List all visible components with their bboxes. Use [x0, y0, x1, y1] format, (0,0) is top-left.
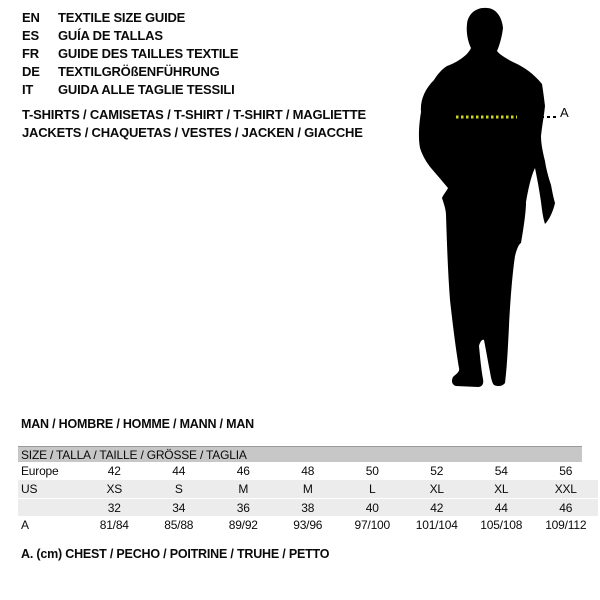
- size-cell: 101/104: [415, 518, 458, 532]
- size-cell: 42: [107, 464, 121, 478]
- size-cell: 97/100: [354, 518, 390, 532]
- size-row-europe: [18, 462, 598, 480]
- size-cell: L: [369, 482, 376, 496]
- man-figure: [408, 6, 578, 398]
- size-cell: S: [174, 482, 183, 496]
- size-row-us: [18, 480, 598, 498]
- language-code: IT: [22, 82, 34, 97]
- size-cell: 85/88: [164, 518, 194, 532]
- language-row-fr: [22, 45, 238, 63]
- measurement-label-a: A: [560, 105, 569, 120]
- size-cell: M: [302, 482, 313, 496]
- language-code: EN: [22, 10, 40, 25]
- language-label: TEXTILE SIZE GUIDE: [58, 10, 186, 25]
- category-line-tshirts: T-SHIRTS / CAMISETAS / T-SHIRT / T-SHIRT / MAGLIETTE: [22, 107, 366, 122]
- man-silhouette-svg: [408, 6, 562, 396]
- man-silhouette: [419, 8, 555, 387]
- garment-categories: [22, 106, 366, 142]
- size-cell: 42: [430, 501, 444, 515]
- size-table-header: SIZE / TALLA / TAILLE / GRÖSSE / TAGLIA: [18, 446, 582, 462]
- row-label: A: [21, 518, 29, 532]
- row-label: [18, 499, 82, 516]
- language-row-de: [22, 63, 238, 81]
- size-cell: 81/84: [99, 518, 129, 532]
- language-guide-list: [22, 9, 238, 99]
- size-cell: 46: [236, 464, 250, 478]
- size-cell: 38: [301, 501, 315, 515]
- size-cell: 109/112: [545, 518, 587, 532]
- size-cell: 46: [559, 501, 573, 515]
- size-cell: 48: [301, 464, 315, 478]
- size-cell: 56: [559, 464, 573, 478]
- size-cell: 54: [494, 464, 508, 478]
- language-code: DE: [22, 64, 40, 79]
- chest-measurement-footnote: A. (cm) CHEST / PECHO / POITRINE / TRUHE / PETTO: [21, 547, 330, 561]
- row-label: US: [21, 482, 38, 496]
- size-row-numeric: [18, 498, 598, 516]
- size-cell: 36: [236, 501, 250, 515]
- section-title-man: MAN / HOMBRE / HOMME / MANN / MAN: [21, 417, 254, 431]
- size-cell: M: [238, 482, 249, 496]
- size-cell: 89/92: [228, 518, 258, 532]
- size-cell: 105/108: [480, 518, 523, 532]
- language-code: FR: [22, 46, 39, 61]
- size-cell: XL: [494, 482, 509, 496]
- category-line-jackets: JACKETS / CHAQUETAS / VESTES / JACKEN / GIACCHE: [22, 125, 363, 140]
- size-cell: 93/96: [293, 518, 323, 532]
- size-cell: 34: [172, 501, 186, 515]
- language-row-it: [22, 81, 238, 99]
- language-row-es: [22, 27, 238, 45]
- language-label: GUIDA ALLE TAGLIE TESSILI: [58, 82, 235, 97]
- language-row-en: [22, 9, 238, 27]
- size-cell: 40: [365, 501, 379, 515]
- language-label: TEXTILGRÖßENFÜHRUNG: [58, 64, 220, 79]
- size-cell: 52: [430, 464, 444, 478]
- size-row-chest-a: [18, 516, 598, 534]
- size-table: [18, 446, 598, 534]
- language-label: GUÍA DE TALLAS: [58, 28, 163, 43]
- language-label: GUIDE DES TAILLES TEXTILE: [58, 46, 239, 61]
- size-cell: 32: [107, 501, 121, 515]
- size-cell: XXL: [554, 482, 577, 496]
- size-cell: XS: [106, 482, 123, 496]
- size-cell: XL: [429, 482, 444, 496]
- size-cell: 44: [494, 501, 508, 515]
- size-cell: 44: [172, 464, 186, 478]
- size-cell: 50: [365, 464, 379, 478]
- row-label: Europe: [21, 464, 59, 478]
- language-code: ES: [22, 28, 39, 43]
